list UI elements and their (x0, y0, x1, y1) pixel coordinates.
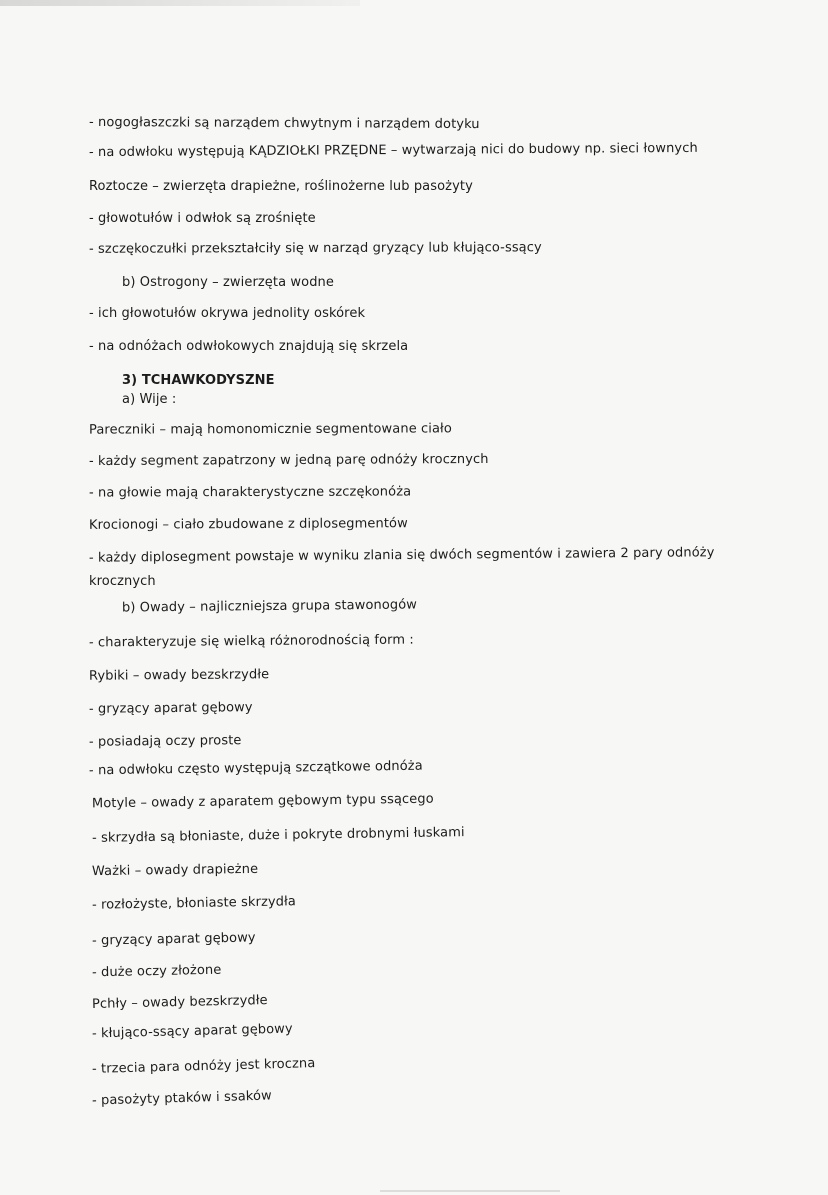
text-line: Motyle – owady z aparatem gębowym typu ssącego (91, 791, 434, 812)
text-line: - nogogłaszczki są narządem chwytnym i narządem dotyku (88, 114, 480, 133)
text-line: Ważki – owady drapieżne (91, 861, 259, 880)
text-line: - każdy segment zapatrzony w jedną parę odnóży krocznych (88, 451, 489, 470)
text-line: - na odwłoku często występują szczątkowe odnóża (88, 758, 423, 779)
text-line: - kłująco-ssący aparat gębowy (91, 1021, 293, 1042)
text-line: - każdy diplosegment powstaje w wyniku zlania się dwóch segmentów i zawiera 2 pary odnóży (88, 545, 715, 566)
text-line: - charakteryzuje się wielką różnorodnością form : (88, 632, 414, 651)
section-heading: 3) TCHAWKODYSZNE (122, 373, 275, 388)
text-line: krocznych (89, 574, 156, 589)
text-line: - na odwłoku występują KĄDZIOŁKI PRZĘDNE – wytwarzają nici do budowy np. sieci łownych (88, 140, 698, 161)
text-line: - gryzący aparat gębowy (91, 930, 256, 949)
text-line: - rozłożyste, błoniaste skrzydła (91, 894, 297, 913)
subsection-heading: b) Owady – najliczniejsza grupa stawonogów (121, 597, 418, 616)
text-line: - trzecia para odnóży jest kroczna (91, 1056, 316, 1077)
text-line: - na głowie mają charakterystyczne szczękonóża (88, 484, 412, 501)
text-line: - skrzydła są błoniaste, duże i pokryte drobnymi łuskami (91, 825, 465, 846)
text-line: Pchły – owady bezskrzydłe (91, 993, 268, 1012)
text-line: Krocionogi – ciało zbudowane z diplosegmentów (88, 516, 408, 533)
subsection-heading: b) Ostrogony – zwierzęta wodne (122, 275, 334, 290)
text-line: - duże oczy złożone (91, 962, 222, 981)
text-line: - posiadają oczy proste (88, 733, 242, 750)
text-line: - szczękoczułki przekształciły się w narząd gryzący lub kłująco-ssący (88, 240, 542, 257)
scan-artifact (380, 1190, 560, 1192)
text-line: - gryzący aparat gębowy (88, 700, 253, 717)
text-line: - ich głowotułów okrywa jednolity oskórek (89, 306, 366, 321)
subsection-heading: a) Wije : (122, 392, 177, 407)
text-line: - na odnóżach odwłokowych znajdują się skrzela (89, 339, 409, 354)
text-line: Roztocze – zwierzęta drapieżne, roślinożerne lub pasożyty (89, 179, 473, 194)
text-line: Rybiki – owady bezskrzydłe (88, 667, 270, 684)
text-line: - głowotułów i odwłok są zrośnięte (89, 211, 316, 226)
text-line: Pareczniki – mają homonomicznie segmentowane ciało (88, 421, 452, 438)
scan-artifact (0, 0, 360, 6)
text-line: - pasożyty ptaków i ssaków (91, 1088, 272, 1109)
